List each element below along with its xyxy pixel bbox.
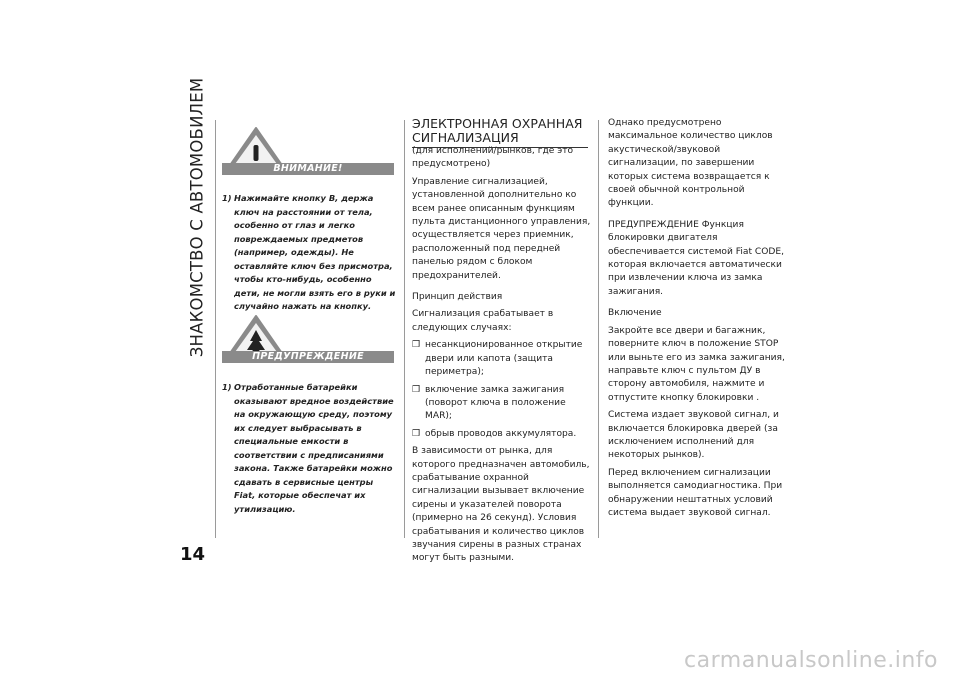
text-column-right (608, 117, 790, 524)
paragraph: В зависимости от рынка, для которого предназначен автомобиль, срабатывание охранной сигнализации вызывает включение сирены и указателей поворота (примерно на 26 секунд). Условия срабатывания и количество циклов звучания сирены в разных странах могут быть разными. (412, 446, 590, 564)
warning-band: ВНИМАНИЕ! (222, 163, 394, 175)
list-item: ❒ включение замка зажигания (поворот ключа в положение MAR); (412, 384, 566, 422)
paragraph: Однако предусмотрено максимальное количество циклов акустической/звуковой сигнализации, по завершении которых система возвращается к своей обычной контрольной функции. (608, 118, 773, 209)
checkbox-bullet-icon: ❒ (412, 384, 421, 395)
warning-note: 1) Нажимайте кнопку B, держа ключ на расстоянии от тела, особенно от глаз и легко повреждаемых предметов (например, одежды). Не оставляйте ключ без присмотра, чтобы кто-нибудь, особенно дети, не могли взять его в руки и случайно нажать на кнопку. (222, 193, 396, 311)
paragraph: Сигнализация срабатывает в следующих случаях: (412, 309, 554, 333)
paragraph: Система издает звуковой сигнал, и включается блокировка дверей (за исключением исполнений для некоторых рынков). (608, 410, 779, 461)
paragraph: ПРЕДУПРЕЖДЕНИЕ Функция блокировки двигателя обеспечивается системой Fiat CODE, которая включается автоматически при извлечении ключа из замка зажигания. (608, 219, 785, 297)
section-heading: ЭЛЕКТРОННАЯ ОХРАННАЯ СИГНАЛИЗАЦИЯ (412, 117, 588, 148)
column-divider (215, 120, 216, 538)
text-column-middle (412, 145, 592, 570)
column-divider (404, 120, 405, 538)
paragraph: (для исполнений/рынков, где это предусмотрено) (412, 146, 574, 170)
paragraph: Закройте все двери и багажник, поверните ключ в положение STOP или выньте его из замка зажигания, направьте ключ с пультом ДУ в сторону автомобиля, нажмите и отпустите кнопку блокировки . (608, 325, 785, 403)
paragraph: Перед включением сигнализации выполняется самодиагностика. При обнаружении нештатных условий система выдает звуковой сигнал. (608, 467, 783, 518)
caution-note: 1) Отработанные батарейки оказывают вредное воздействие на окружающую среду, поэтому их следует выбрасывать в специальные емкости в соответствии с предписаниями закона. Также батарейки можно сдавать в сервисные центры Fiat, которые обеспечат их утилизацию. (222, 382, 394, 514)
paragraph: Управление сигнализацией, установленной дополнительно ко всем ранее описанным функциям пульта дистанционного управления, осуществляется через приемник, расположенный под передней панелью рядом с блоком предохранителей. (412, 176, 591, 281)
subheading: Принцип действия (412, 292, 503, 303)
checkbox-bullet-icon: ❒ (412, 340, 421, 351)
list-item: ❒ обрыв проводов аккумулятора. (412, 428, 592, 441)
subheading: Включение (608, 308, 662, 319)
checkbox-bullet-icon: ❒ (412, 428, 421, 439)
section-side-title: ЗНАКОМСТВО С АВТОМОБИЛЕМ (187, 77, 207, 357)
caution-band: ПРЕДУПРЕЖДЕНИЕ (222, 351, 394, 363)
watermark: carmanualsonline.info (684, 648, 938, 673)
column-divider (598, 120, 599, 538)
page-number: 14 (180, 544, 206, 565)
list-item: ❒ несанкционированное открытие двери или капота (защита периметра); (412, 340, 583, 378)
